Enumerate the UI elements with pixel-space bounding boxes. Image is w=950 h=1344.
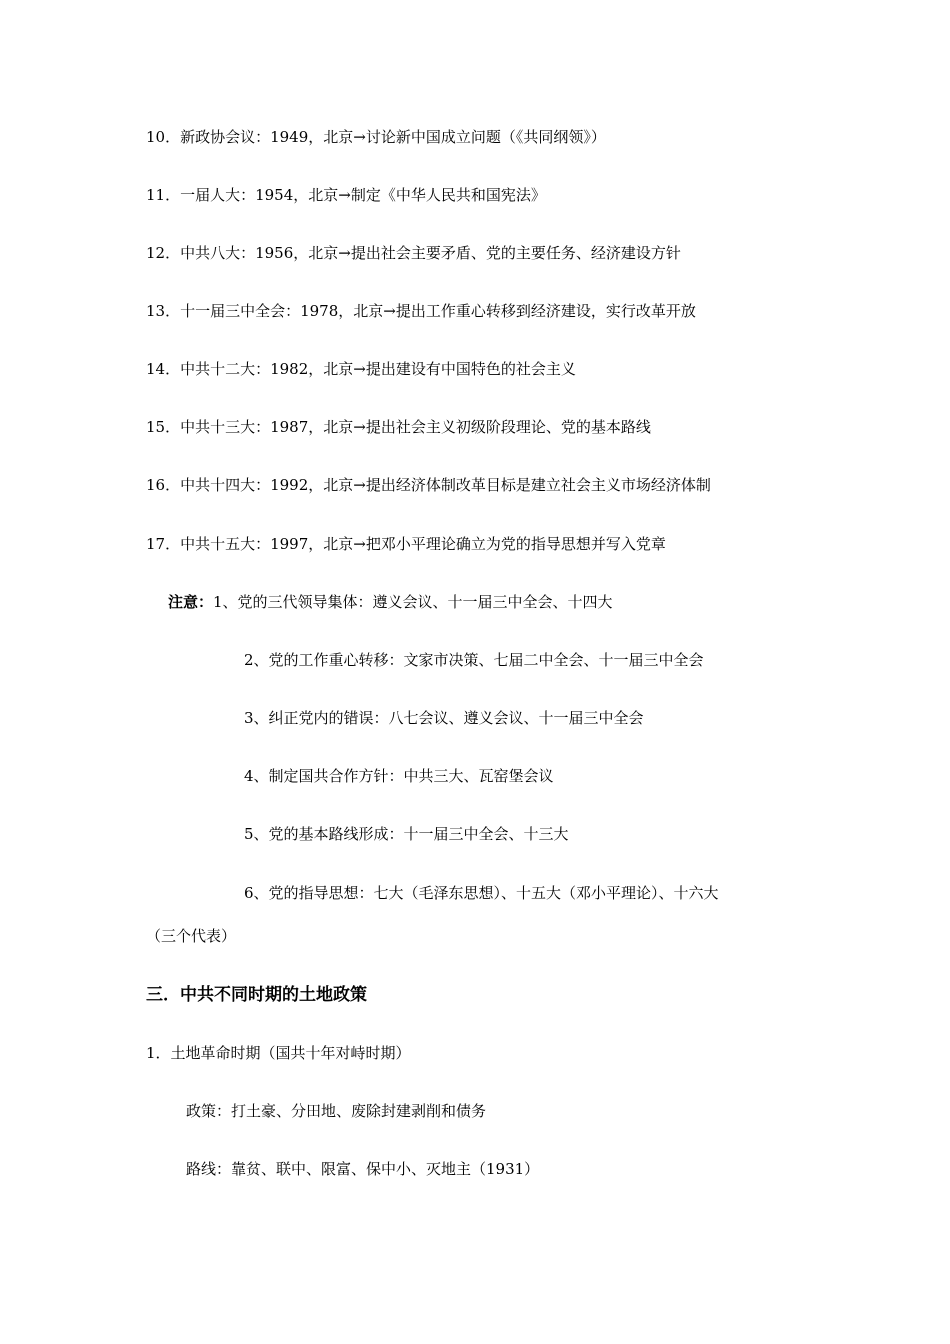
list-item-15: 15．中共十三大：1987，北京→提出社会主义初级阶段理论、党的基本路线 (146, 418, 651, 436)
note-text-1: 1、党的三代领导集体：遵义会议、十一届三中全会、十四大 (213, 593, 613, 611)
list-item-11: 11．一届人大：1954，北京→制定《中华人民共和国宪法》 (146, 186, 546, 204)
list-item-10: 10．新政协会议：1949，北京→讨论新中国成立问题（《共同纲领》） (146, 128, 606, 146)
policy-line: 政策：打土豪、分田地、废除封建剥削和债务 (186, 1102, 487, 1120)
list-item-16: 16．中共十四大：1992，北京→提出经济体制改革目标是建立社会主义市场经济体制 (146, 476, 711, 494)
note-line-6-continued: （三个代表） (146, 927, 237, 945)
note-line-4: 4、制定国共合作方针：中共三大、瓦窑堡会议 (244, 767, 554, 785)
note-line-3: 3、纠正党内的错误：八七会议、遵义会议、十一届三中全会 (244, 709, 644, 727)
note-line-1 (168, 592, 613, 612)
list-item-17: 17．中共十五大：1997，北京→把邓小平理论确立为党的指导思想并写入党章 (146, 535, 666, 553)
note-line-2: 2、党的工作重心转移：文家市决策、七届二中全会、十一届三中全会 (244, 651, 704, 669)
route-line: 路线：靠贫、联中、限富、保中小、灭地主（1931） (186, 1160, 540, 1178)
section-title: 三．中共不同时期的土地政策 (146, 985, 367, 1005)
note-line-5: 5、党的基本路线形成：十一届三中全会、十三大 (244, 825, 569, 843)
list-item-12: 12．中共八大：1956，北京→提出社会主要矛盾、党的主要任务、经济建设方针 (146, 244, 681, 262)
list-item-13: 13．十一届三中全会：1978，北京→提出工作重心转移到经济建设，实行改革开放 (146, 302, 696, 320)
subsection-heading: 1．土地革命时期（国共十年对峙时期） (146, 1044, 411, 1062)
note-label: 注意： (168, 593, 214, 611)
note-line-6: 6、党的指导思想：七大（毛泽东思想）、十五大（邓小平理论）、十六大 (244, 884, 719, 902)
list-item-14: 14．中共十二大：1982，北京→提出建设有中国特色的社会主义 (146, 360, 576, 378)
